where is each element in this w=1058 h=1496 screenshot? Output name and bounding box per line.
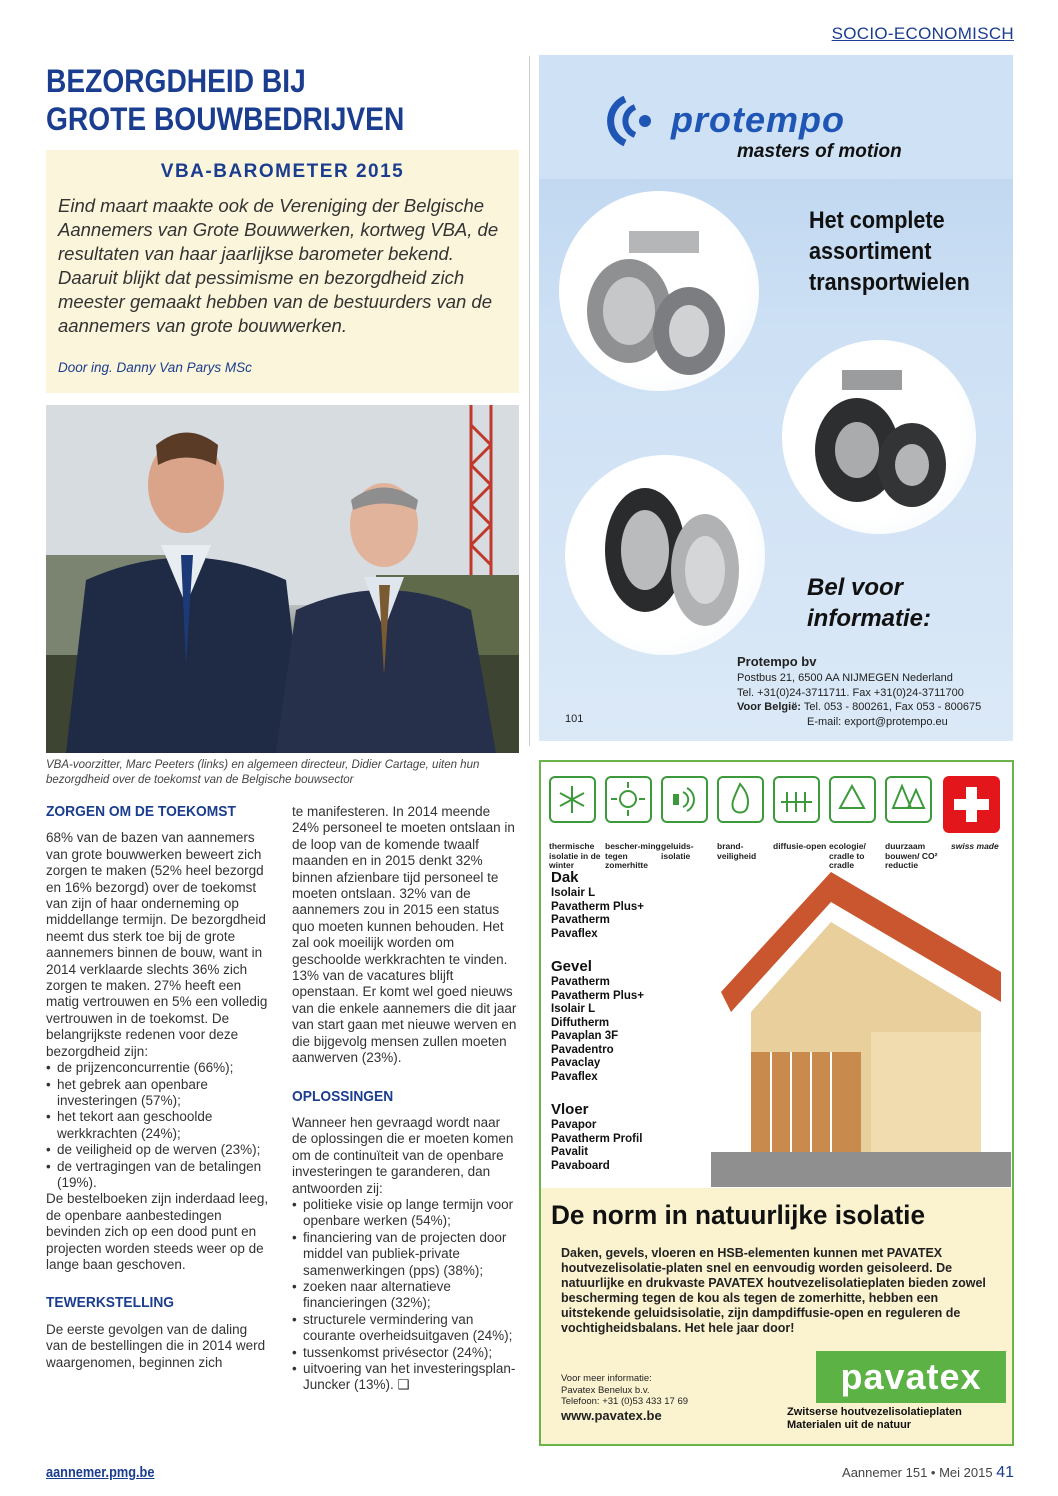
wheel-image-1 bbox=[559, 191, 759, 391]
swiss-flag-icon bbox=[943, 776, 1000, 833]
heading-zorgen: ZORGEN OM DE TOEKOMST bbox=[46, 803, 236, 820]
page-title bbox=[46, 62, 460, 138]
photo-illustration bbox=[46, 405, 519, 753]
protempo-company: Protempo bv bbox=[737, 654, 817, 669]
product-item: Isolair L bbox=[551, 1003, 596, 1015]
protempo-email[interactable]: E-mail: export@protempo.eu bbox=[807, 715, 948, 728]
vloer-heading: Vloer bbox=[551, 1101, 589, 1118]
intro-box bbox=[46, 150, 519, 393]
list-item: • de prijzenconcurrentie (66%); bbox=[46, 1060, 272, 1076]
pavatex-body: Daken, gevels, vloeren en HSB-elementen kunnen met PAVATEX houtvezelisolatie-platen snel en eenvoudig worden geisoleerd. De natuurlijke en drukvaste PAVATEX houtvezelisolatieplaten bieden zowel bescherming tegen de kou als tegen de zomerhitte, hebben een uitstekende geluidsisolatie, zijn dampdiffusie-open en reguleren de vochtigheidsbalans. Het hele jaar door! bbox=[561, 1246, 986, 1335]
article-column-2 bbox=[292, 804, 518, 1394]
paragraph-zorgen: 68% van de bazen van aannemers van grote bouwwerken beweert zich zorgen te maken (52% heel bezorgd en 16% bezorgd) over de toekomst van zijn of haar onderneming op middellange termijn. De bezorgdheid neemt dus sterk toe bij de grote aannemers binnen de bouw, want in 2014 verklaarde slechts 36% zich zorgen te maken. 27% heeft een matig vertrouwen en 5% een volledig vertrouwen in de toekomst. De belangrijkste redenen voor deze bezorgdheid zijn: bbox=[46, 830, 268, 1059]
dak-products bbox=[551, 868, 644, 941]
pavatex-banner bbox=[541, 1188, 1012, 1444]
feature-icons bbox=[549, 776, 1009, 870]
product-item: Pavatherm Plus+ bbox=[551, 900, 645, 913]
footer-issue bbox=[820, 1464, 1014, 1482]
product-item: Pavatherm bbox=[551, 914, 610, 926]
recycle-icon bbox=[829, 776, 876, 823]
wheel-image-3 bbox=[565, 455, 765, 655]
issue-label: Aannemer 151 • Mei 2015 bbox=[842, 1465, 993, 1480]
product-item: Pavalit bbox=[551, 1146, 589, 1158]
product-item: Isolair L bbox=[551, 887, 596, 899]
pavatex-sub-line: Zwitserse houtvezelisolatieplaten bbox=[787, 1406, 962, 1418]
protempo-tel-be: Tel. 053 - 800261, Fax 053 - 800675 bbox=[800, 701, 982, 713]
page-number: 41 bbox=[996, 1464, 1014, 1481]
intro-heading: VBA-BAROMETER 2015 bbox=[160, 161, 405, 182]
paragraph-oplossingen: Wanneer hen gevraagd wordt naar de oplossingen die er moeten komen om de continuïteit van de openbare investeringen te garanderen, dan antwoorden zij: bbox=[292, 1114, 514, 1196]
dak-heading: Dak bbox=[551, 869, 579, 886]
caster-wheel-icon bbox=[782, 340, 976, 534]
pavatex-info-line: Voor meer informatie: bbox=[561, 1373, 652, 1384]
caster-wheel-icon bbox=[559, 191, 759, 391]
list-item: • het tekort aan geschoolde werkkrachten (24%); bbox=[46, 1109, 272, 1142]
protempo-logo-icon bbox=[603, 91, 663, 151]
product-item: Pavadentro bbox=[551, 1043, 614, 1056]
list-item: • structurele vermindering van courante overheidsuitgaven (24%); bbox=[292, 1312, 518, 1345]
protempo-belgie-label: Voor België: bbox=[737, 701, 801, 713]
list-item: • tussenkomst privésector (24%); bbox=[292, 1345, 518, 1361]
protempo-contact bbox=[737, 653, 1007, 729]
tree-icon bbox=[885, 776, 932, 823]
product-item: Pavatherm Plus+ bbox=[551, 989, 645, 1002]
list-item: • de vertragingen van de betalingen (19%). bbox=[46, 1159, 272, 1192]
gevel-heading: Gevel bbox=[551, 958, 592, 975]
swiss-made-label: swiss made bbox=[951, 841, 999, 851]
list-item: • zoeken naar alternatieve financieringen (32%); bbox=[292, 1279, 518, 1312]
protempo-address: Postbus 21, 6500 AA NIJMEGEN Nederland bbox=[737, 672, 953, 684]
pavatex-sub-line: Materialen uit de natuur bbox=[787, 1419, 912, 1431]
section-label: SOCIO-ECONOMISCH bbox=[831, 24, 1014, 43]
list-item: • financiering van de projecten door middel van publiek-private samenwerkingen (pps) (38%); bbox=[292, 1230, 518, 1279]
diffusion-icon bbox=[773, 776, 820, 823]
list-item: • politieke visie op lange termijn voor openbare werken (54%); bbox=[292, 1197, 518, 1230]
ad-code: 101 bbox=[565, 713, 584, 725]
list-item: • uitvoering van het investeringsplan-Juncker (13%). ❑ bbox=[292, 1361, 518, 1394]
product-item: Pavaflex bbox=[551, 927, 598, 940]
protempo-headline: Het complete assortiment transportwielen bbox=[809, 207, 970, 296]
product-item: Pavaflex bbox=[551, 1070, 598, 1083]
snowflake-icon bbox=[549, 776, 596, 823]
column-divider bbox=[529, 56, 530, 746]
list-item: • de veiligheid op de werven (23%); bbox=[46, 1142, 272, 1158]
sun-icon bbox=[605, 776, 652, 823]
pavatex-info-line: Pavatex Benelux b.v. bbox=[561, 1384, 650, 1396]
heading-oplossingen: OPLOSSINGEN bbox=[292, 1087, 394, 1105]
pavatex-logo: pavatex bbox=[816, 1351, 1006, 1403]
pavatex-ad[interactable] bbox=[539, 760, 1014, 1446]
pavatex-subtitle bbox=[787, 1406, 1012, 1432]
intro-text: Eind maart maakte ook de Vereniging der Belgische Aannemers van Grote Bouwwerken, kortweg VBA, de resultaten van haar jaarlijkse barometer bekend. Daaruit blijkt dat pessimisme en bezorgdheid zich meester gemaakt hebben van de bestuurders van de aannemers van grote bouwwerken. bbox=[58, 195, 499, 336]
fire-icon bbox=[717, 776, 764, 823]
protempo-brand: protempo bbox=[671, 99, 845, 140]
product-item: Pavapor bbox=[551, 1119, 597, 1131]
byline: Door ing. Danny Van Parys MSc bbox=[58, 360, 252, 375]
protempo-tagline: masters of motion bbox=[737, 141, 902, 162]
title-line-1: BEZORGDHEID BIJ bbox=[46, 63, 306, 99]
product-item: Pavaplan 3F bbox=[551, 1030, 619, 1042]
icon-label: thermische isolatie in de winter bbox=[549, 841, 601, 870]
icon-label: brand-veiligheid bbox=[717, 841, 757, 861]
product-item: Pavatherm bbox=[551, 976, 610, 988]
heading-tewerkstelling: TEWERKSTELLING bbox=[46, 1294, 175, 1312]
sound-icon bbox=[661, 776, 708, 823]
product-item: Diffutherm bbox=[551, 1016, 610, 1029]
icon-label: geluids-isolatie bbox=[661, 841, 694, 861]
protempo-ad[interactable] bbox=[539, 55, 1013, 741]
wheel-icon bbox=[565, 455, 765, 655]
pavatex-info-line: Telefoon: +31 (0)53 433 17 69 bbox=[561, 1396, 689, 1407]
icon-label: ecologie/ cradle to cradle bbox=[829, 841, 866, 870]
icon-label: diffusie-open bbox=[773, 841, 827, 851]
product-item: Pavatherm Profil bbox=[551, 1132, 643, 1145]
article-column-1 bbox=[46, 804, 272, 1371]
protempo-tel-nl: Tel. +31(0)24-3711711. Fax +31(0)24-3711700 bbox=[737, 686, 964, 699]
solutions-list bbox=[292, 1197, 518, 1394]
vloer-products bbox=[551, 1100, 642, 1173]
pavatex-title: De norm in natuurlijke isolatie bbox=[551, 1200, 926, 1230]
icon-label: duurzaam bouwen/ CO² reductie bbox=[885, 841, 938, 870]
reasons-list bbox=[46, 1060, 272, 1191]
product-item: Pavaclay bbox=[551, 1057, 601, 1069]
product-item: Pavaboard bbox=[551, 1159, 610, 1172]
pavatex-url[interactable]: www.pavatex.be bbox=[561, 1407, 662, 1423]
icon-label: bescher-ming tegen zomerhitte bbox=[605, 841, 661, 870]
protempo-call: Bel voor informatie: bbox=[807, 574, 932, 632]
footer-site-link[interactable]: aannemer.pmg.be bbox=[46, 1464, 155, 1481]
paragraph-tewerkstelling: De eerste gevolgen van de daling van de bestellingen die in 2014 werd waargenomen, beginnen zich bbox=[46, 1321, 266, 1370]
paragraph-bestelboeken: De bestelboeken zijn inderdaad leeg, de openbare aanbestedingen bevinden zich op een dood punt en projecten worden steeds weer op de lange baan geschoven. bbox=[46, 1191, 269, 1272]
paragraph-col2: te manifesteren. In 2014 meende 24% personeel te moeten ontslaan in de loop van de komende twaalf maanden en in 2015 denkt 32% binnen afzienbare tijd personeel te moeten ontslaan. 32% van de aannemers zou in 2015 een status quo moeten kunnen behouden. Het zal ook moeilijk worden om geschoolde werkkrachten te vinden. 13% van de vacatures blijft openstaan. Er komt wel goed nieuws van die enkele aannemers die dit jaar van start gaan met nieuwe werven en die bijgevolg mensen zullen moeten aanwerven (23%). bbox=[292, 804, 517, 1066]
wheel-image-2 bbox=[782, 340, 976, 534]
title-line-2: GROTE BOUWBEDRIJVEN bbox=[46, 101, 405, 137]
house-illustration bbox=[711, 862, 1011, 1187]
list-item: • het gebrek aan openbare investeringen (57%); bbox=[46, 1077, 272, 1110]
protempo-belgie bbox=[737, 700, 1007, 715]
article-photo bbox=[46, 405, 519, 753]
gevel-products bbox=[551, 957, 644, 1084]
photo-caption: VBA-voorzitter, Marc Peeters (links) en algemeen directeur, Didier Cartage, uiten hun bezorgdheid over de toekomst van de Belgische bouwsector bbox=[46, 759, 480, 786]
pavatex-info bbox=[561, 1373, 791, 1424]
